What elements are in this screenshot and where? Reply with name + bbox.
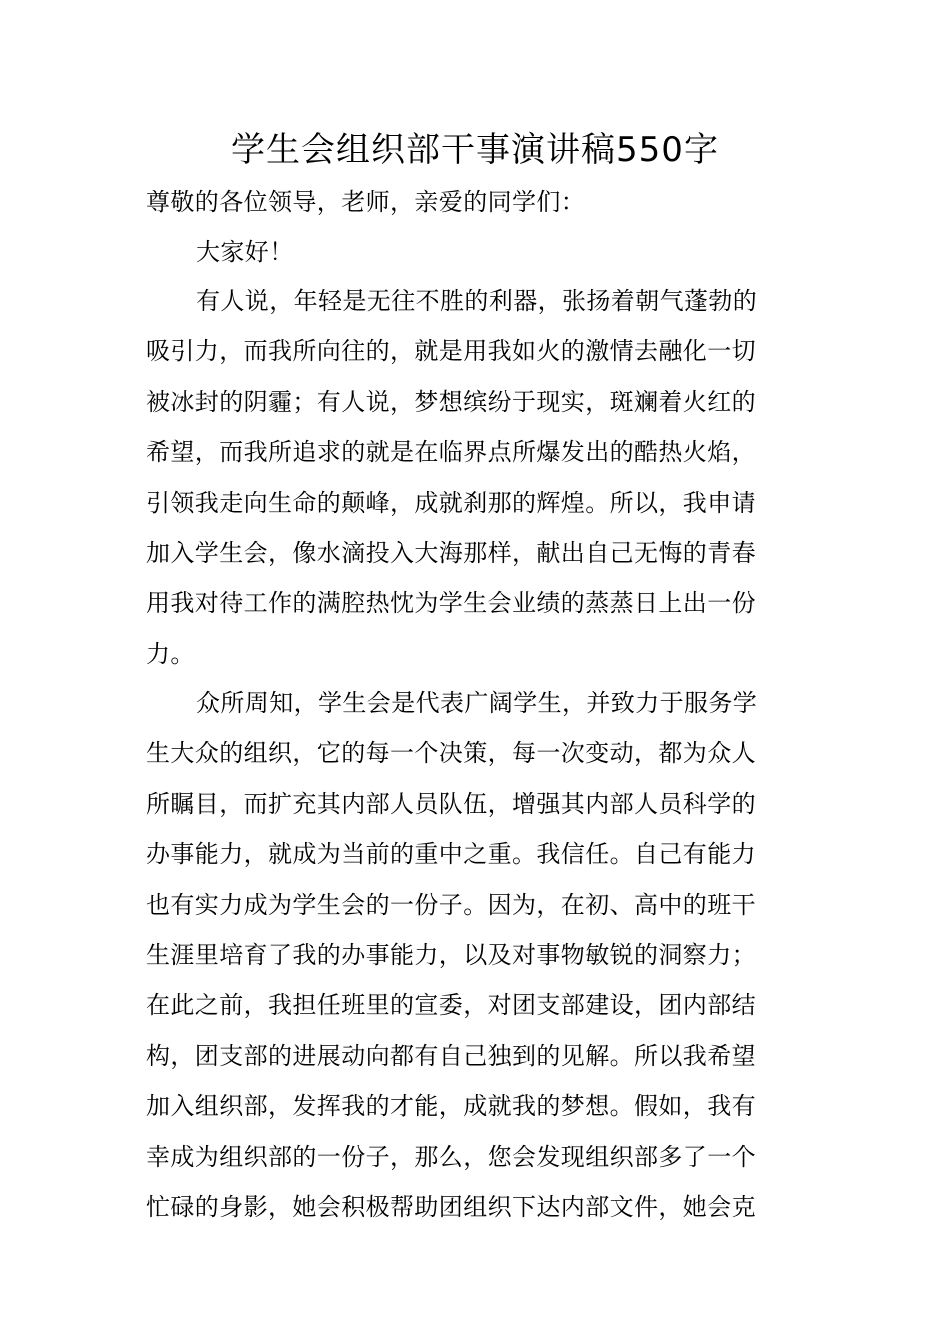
paragraph-line: 生涯里培育了我的办事能力，以及对事物敏锐的洞察力； — [146, 940, 756, 969]
document-title: 学生会组织部干事演讲稿550字 — [231, 130, 719, 170]
salutation: 尊敬的各位领导，老师，亲爱的同学们： — [146, 188, 586, 216]
paragraph-line: 有人说，年轻是无往不胜的利器，张扬着朝气蓬勃的 — [196, 287, 758, 315]
paragraph-line: 加入组织部，发挥我的才能，成就我的梦想。假如，我有 — [146, 1092, 756, 1121]
paragraph-line: 众所周知，学生会是代表广阔学生，并致力于服务学 — [196, 689, 758, 717]
paragraph-line: 忙碌的身影，她会积极帮助团组织下达内部文件，她会克 — [146, 1192, 756, 1221]
paragraph-line: 办事能力，就成为当前的重中之重。我信任。自己有能力 — [146, 840, 756, 869]
paragraph-line: 用我对待工作的满腔热忱为学生会业绩的蒸蒸日上出一份 — [146, 589, 756, 618]
paragraph-line: 在此之前，我担任班里的宣委，对团支部建设，团内部结 — [146, 991, 756, 1020]
paragraph-line: 加入学生会，像水滴投入大海那样，献出自己无悔的青春 — [146, 538, 756, 567]
paragraph-1 — [146, 276, 816, 679]
paragraph-line: 希望，而我所追求的就是在临界点所爆发出的酷热火焰， — [146, 438, 756, 467]
greeting: 大家好！ — [196, 238, 294, 266]
paragraph-line: 引领我走向生命的颠峰，成就刹那的辉煌。所以，我申请 — [146, 488, 756, 517]
paragraph-2 — [146, 678, 816, 1232]
paragraph-line: 构，团支部的进展动向都有自己独到的见解。所以我希望 — [146, 1041, 756, 1070]
paragraph-line: 幸成为组织部的一份子，那么，您会发现组织部多了一个 — [146, 1142, 756, 1171]
paragraph-line: 也有实力成为学生会的一份子。因为，在初、高中的班干 — [146, 890, 756, 919]
paragraph-line: 吸引力，而我所向往的，就是用我如火的激情去融化一切 — [146, 337, 756, 366]
paragraph-line: 生大众的组织，它的每一个决策，每一次变动，都为众人 — [146, 739, 756, 768]
paragraph-line: 所瞩目，而扩充其内部人员队伍，增强其内部人员科学的 — [146, 789, 756, 818]
paragraph-line: 力。 — [146, 639, 195, 668]
paragraph-line: 被冰封的阴霾；有人说，梦想缤纷于现实，斑斓着火红的 — [146, 387, 756, 416]
